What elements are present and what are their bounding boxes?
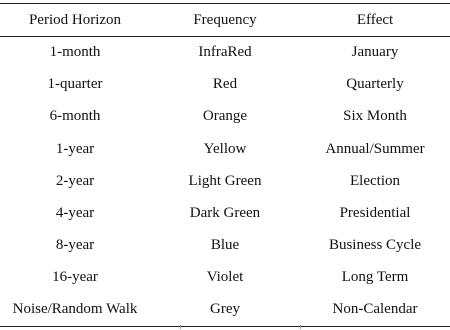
cell-effect: Business Cycle — [328, 237, 422, 254]
cell-effect: Quarterly — [346, 76, 404, 93]
cell-period-horizon: Noise/Random Walk — [0, 294, 150, 326]
table-header — [0, 4, 450, 37]
cell-period-horizon: 1-quarter — [47, 76, 103, 93]
table-row — [0, 262, 450, 294]
header-effect: Effect — [300, 4, 450, 37]
table-row — [0, 37, 450, 69]
cell-effect: January — [351, 44, 399, 61]
cell-period-horizon: 2-year — [55, 172, 95, 189]
cell-frequency: Red — [212, 76, 238, 93]
cell-effect: Non-Calendar — [300, 294, 450, 326]
cell-frequency: Yellow — [203, 140, 247, 157]
header-period-horizon: Period Horizon — [0, 4, 150, 37]
cell-period-horizon: 8-year — [55, 237, 95, 254]
cell-period-horizon: 4-year — [55, 205, 95, 222]
cell-frequency: Blue — [210, 237, 240, 254]
header-row — [0, 4, 450, 37]
cell-period-horizon: 16-year — [52, 269, 98, 286]
table-row — [0, 69, 450, 101]
cell-effect: Long Term — [341, 269, 409, 286]
cell-frequency: Light Green — [188, 172, 262, 189]
cell-effect: Six Month — [343, 108, 407, 125]
cell-period-horizon: 1-year — [55, 140, 95, 157]
cell-frequency: InfraRed — [198, 44, 252, 61]
table-row — [0, 294, 450, 326]
cell-effect: Presidential — [339, 205, 411, 222]
cell-effect: Election — [350, 172, 400, 189]
header-frequency: Frequency — [150, 4, 300, 37]
table-row — [0, 101, 450, 133]
cell-frequency: Grey — [150, 294, 300, 326]
cell-effect: Annual/Summer — [325, 140, 425, 157]
column-tick-mark — [300, 325, 301, 329]
cell-period-horizon: 1-month — [49, 44, 101, 61]
cell-frequency: Dark Green — [189, 205, 261, 222]
period-frequency-table — [0, 3, 450, 327]
cell-frequency: Violet — [206, 269, 244, 286]
table-row — [0, 230, 450, 262]
table-row — [0, 197, 450, 229]
cell-frequency: Orange — [202, 108, 248, 125]
table-body — [0, 37, 450, 327]
cell-period-horizon: 6-month — [49, 108, 101, 125]
table-row — [0, 133, 450, 165]
column-tick-mark — [180, 325, 181, 329]
table-row — [0, 165, 450, 197]
